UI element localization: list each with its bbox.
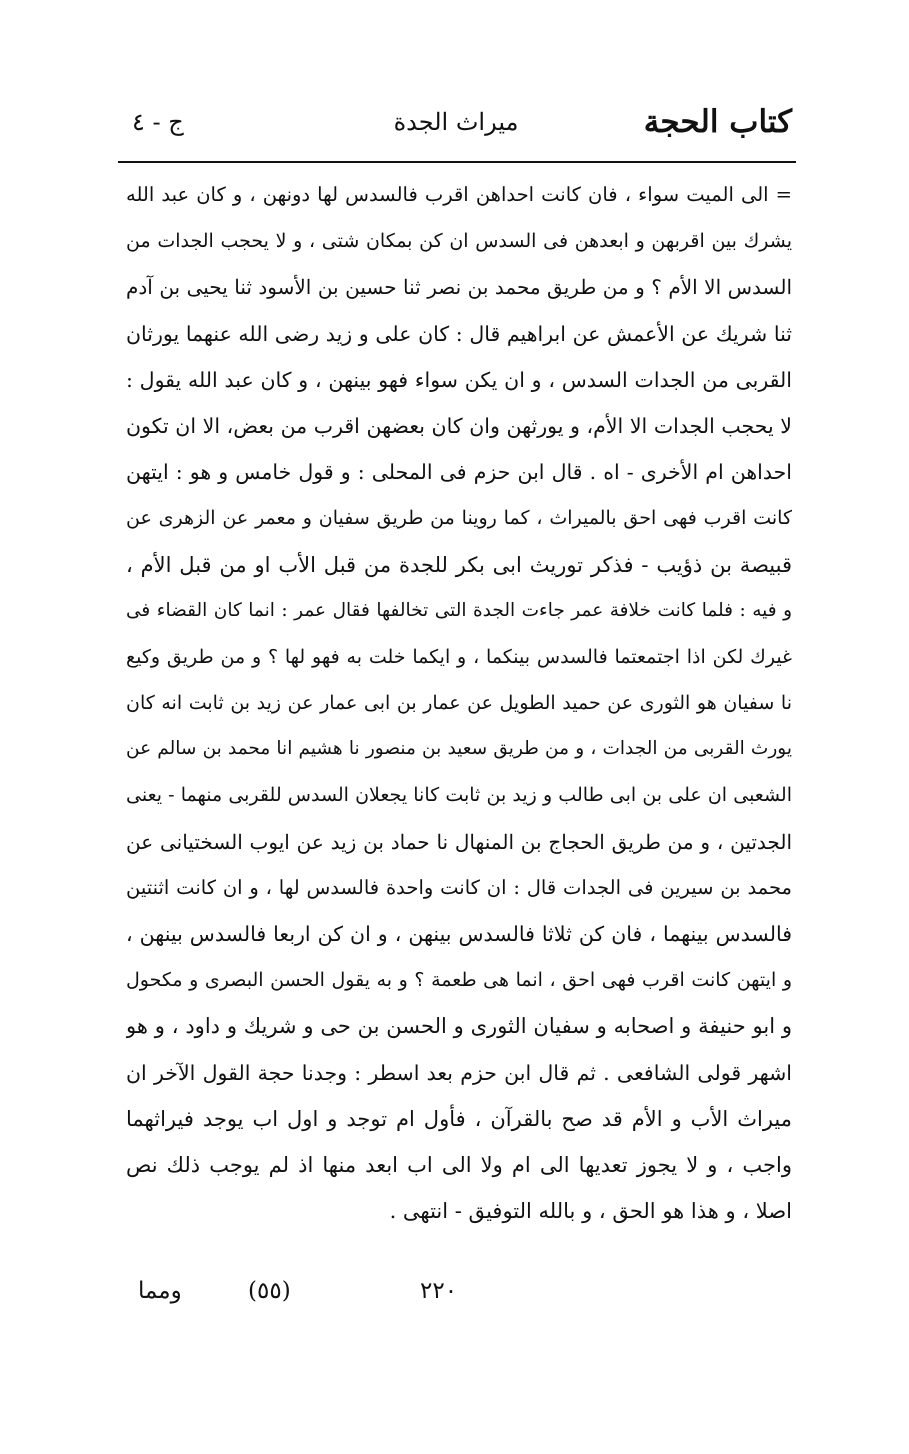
text-line: غيرك لكن اذا اجتمعتما فالسدس بينكما ، و ايكما خلت به فهو لها ؟ و من طريق وكيع <box>126 645 792 668</box>
signature-mark: (٥٥) <box>248 1278 291 1304</box>
body-text <box>126 172 792 1234</box>
header-rule <box>118 161 796 163</box>
text-line: = الى الميت سواء ، فان كانت احداهن اقرب فالسدس لها دونهن ، و كان عبد الله <box>126 183 792 206</box>
text-line: ميراث الأب و الأم قد صح بالقرآن ، فأول ام توجد و اول اب يوجد فيراثهما <box>126 1106 792 1131</box>
text-line: ثنا شريك عن الأعمش عن ابراهيم قال : كان على و زيد رضى الله عنهما يورثان <box>126 321 792 346</box>
text-line: قبيصة بن ذؤيب - فذكر توريث ابى بكر للجدة من قبل الأب او من قبل الأم ، <box>126 552 792 577</box>
text-line: السدس الا الأم ؟ و من طريق محمد بن نصر ثنا حسين بن الأسود ثنا يحيى بن آدم <box>126 275 792 300</box>
page-footer <box>120 1278 800 1318</box>
text-line: يورث القربى من الجدات ، و من طريق سعيد بن منصور نا هشيم انا محمد بن سالم عن <box>126 738 792 760</box>
text-line: كانت اقرب فهى احق بالميراث ، كما روينا من طريق سفيان و معمر عن الزهرى عن <box>126 507 792 530</box>
text-line: يشرك بين اقربهن و ابعدهن فى السدس ان كن بمكان شتى ، و لا يحجب الجدات من <box>126 230 792 253</box>
text-line: و فيه : فلما كانت خلافة عمر جاءت الجدة التى تخالفها فقال عمر : انما كان القضاء فى <box>126 599 792 621</box>
text-line: محمد بن سيرين فى الجدات قال : ان كانت واحدة فالسدس لها ، و ان كانت اثنتين <box>126 875 792 899</box>
text-line: واجب ، و لا يجوز تعديها الى ام ولا الى اب ابعد منها اذ لم يوجب ذلك نص <box>126 1152 792 1177</box>
volume-number: ج - ٤ <box>132 108 184 136</box>
text-line: الجدتين ، و من طريق الحجاج بن المنهال نا حماد بن زيد عن ايوب السختيانى عن <box>126 829 792 854</box>
text-line: احداهن ام الأخرى - اه . قال ابن حزم فى المحلى : و قول خامس و هو : ايتهن <box>126 460 792 485</box>
text-line: و ايتهن كانت اقرب فهى احق ، انما هى طعمة ؟ و به يقول الحسن البصرى و مكحول <box>126 969 792 992</box>
text-line: القربى من الجدات السدس ، و ان يكن سواء فهو بينهن ، و كان عبد الله يقول : <box>126 367 792 392</box>
text-line: اصلا ، و هذا هو الحق ، و بالله التوفيق - انتهى . <box>389 1199 792 1224</box>
page-number: ٢٢٠ <box>420 1278 458 1304</box>
text-line: فالسدس بينهما ، فان كن ثلاثا فالسدس بينهن ، و ان كن اربعا فالسدس بينهن ، <box>126 922 792 946</box>
chapter-title: ميراث الجدة <box>393 108 519 136</box>
text-line: لا يحجب الجدات الا الأم، و يورثهن وان كان بعضهن اقرب من بعض، الا ان تكون <box>126 413 792 438</box>
catchword: ومما <box>138 1278 182 1304</box>
text-line: و ابو حنيفة و اصحابه و سفيان الثورى و الحسن بن حى و شريك و داود ، و هو <box>126 1014 792 1039</box>
text-line: اشهر قولى الشافعى . ثم قال ابن حزم بعد اسطر : وجدنا حجة القول الآخر ان <box>126 1060 792 1085</box>
text-line: الشعبى ان على بن ابى طالب و زيد بن ثابت كانا يجعلان السدس للقربى منهما - يعنى <box>126 784 792 807</box>
book-title: كتاب الحجة <box>643 104 792 140</box>
running-header <box>120 100 792 150</box>
text-line: نا سفيان هو الثورى عن حميد الطويل عن عمار بن ابى عمار عن زيد بن ثابت انه كان <box>126 692 792 715</box>
